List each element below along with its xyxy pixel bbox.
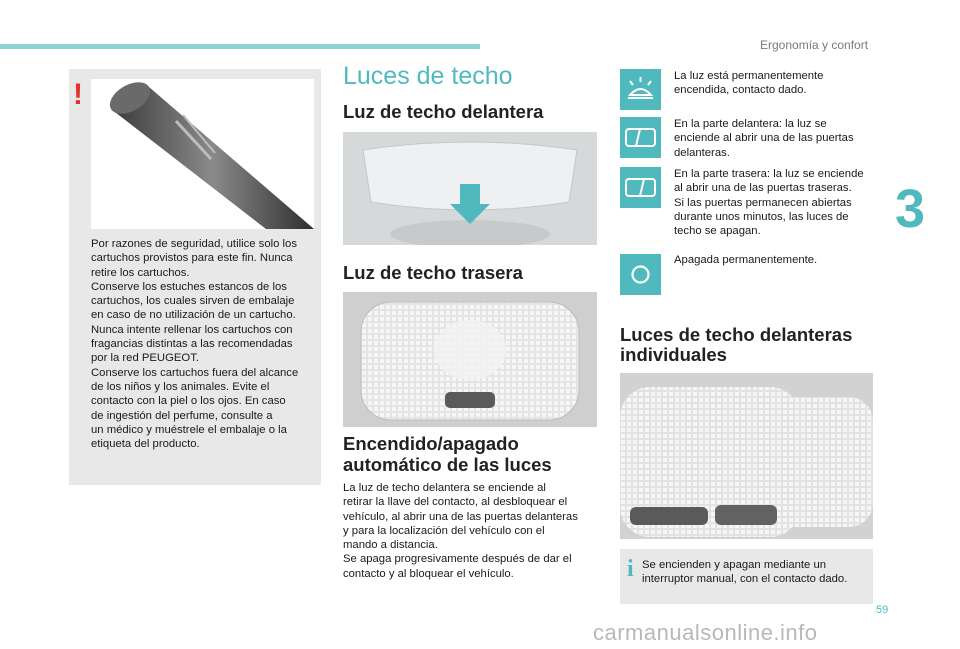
page-title: Luces de techo: [343, 62, 513, 90]
cartridge-image: [91, 79, 314, 229]
section-title: Ergonomía y confort: [760, 38, 869, 52]
mode-text-on: La luz está permanentemente encendida, contacto dado.: [674, 70, 824, 97]
individual-light-illustration: [620, 373, 873, 539]
mode-text-off: Apagada permanentemente.: [674, 254, 818, 266]
rear-door-icon: [620, 167, 661, 208]
light-off-icon: [620, 254, 661, 295]
cartridge-illustration: [91, 79, 314, 229]
rear-light-illustration: [343, 292, 597, 427]
individual-light-photo: [620, 373, 873, 539]
warning-text: Por razones de seguridad, utilice solo los cartuchos provistos para este fin. Nunca retire los cartuchos. Conserve los estuches estancos de los cartuchos, los cuales sirven de embalaje en caso de no utilización de un cartucho. Nunca intente rellenar los cartuchos con fragancias distintas a las recomendadas por la red PEUGEOT. Conserve los cartuchos fuera del alcance de los niños y los animales. Evite el contacto con la piel o los ojos. En caso de ingestión del perfume, consulte a un médico y muéstrele el embalaje o la etiqueta del producto.: [91, 238, 299, 451]
info-icon: i: [627, 556, 634, 582]
individual-heading-line2: individuales: [620, 344, 727, 365]
light-on-icon: [620, 69, 661, 110]
watermark: carmanualsonline.info: [593, 620, 818, 645]
warning-icon: !: [73, 78, 83, 111]
front-light-photo: [343, 132, 597, 245]
header-accent-bar: [0, 44, 480, 49]
individual-heading-line1: Luces de techo delanteras: [620, 324, 853, 345]
auto-heading-line2: automático de las luces: [343, 454, 552, 475]
front-light-heading: Luz de techo delantera: [343, 101, 544, 122]
chapter-number: 3: [895, 179, 926, 239]
front-light-illustration: [343, 132, 597, 245]
auto-heading-line1: Encendido/apagado: [343, 433, 519, 454]
rear-light-heading: Luz de techo trasera: [343, 262, 523, 283]
info-note-text: Se encienden y apagan mediante un interruptor manual, con el contacto dado.: [642, 559, 848, 586]
rear-light-photo: [343, 292, 597, 427]
front-door-icon: [620, 117, 661, 158]
auto-text: La luz de techo delantera se enciende al retirar la llave del contacto, al desbloquear el vehículo, al abrir una de las puertas delanteras y para la localización del vehículo con el mando a distancia. Se apaga progresivamente después de dar el contacto y al bloquear el vehículo.: [343, 482, 578, 580]
page-number: 59: [876, 604, 889, 616]
mode-text-front: En la parte delantera: la luz se enciende al abrir una de las puertas delanteras.: [674, 118, 854, 159]
mode-text-rear: En la parte trasera: la luz se enciende al abrir una de las puertas traseras. Si las puertas permanecen abiertas durante unos minutos, las luces de techo se apagan.: [674, 168, 864, 238]
